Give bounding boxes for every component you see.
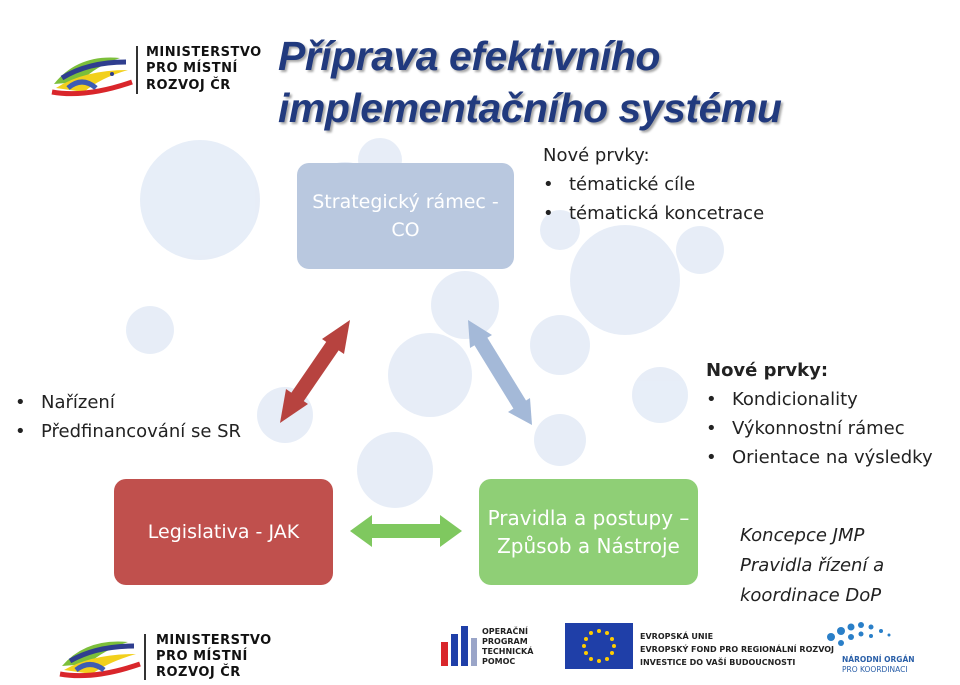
new-features-top-heading: Nové prvky: — [543, 145, 650, 166]
new-features-right-heading: Nové prvky: — [706, 360, 829, 381]
nok-line-1: NÁRODNÍ ORGÁN — [842, 655, 915, 664]
eu-line-3: INVESTICE DO VAŠÍ BUDOUCNOSTI — [640, 658, 796, 667]
rules-label: Pravidla a postupy – Způsob a Nástroje — [487, 506, 690, 558]
logo-line-3: ROZVOJ ČR — [146, 77, 231, 93]
new-features-top — [543, 141, 764, 228]
eu-line-1: EVROPSKÁ UNIE — [640, 632, 714, 641]
arrow-legislation-strategic — [280, 320, 350, 423]
list-item: • Kondicionality — [706, 385, 956, 414]
list-item: • Orientace na výsledky — [706, 443, 956, 472]
eu-flag-icon — [565, 623, 633, 669]
footer-mmr-text — [156, 633, 272, 681]
list-item: • tématická koncetrace — [543, 199, 764, 228]
optp-line-1: OPERAČNÍ — [482, 627, 529, 636]
arrow-strategic-rules — [468, 320, 532, 425]
footer-logo-divider — [144, 634, 146, 680]
nok-logo-dots-icon — [825, 619, 905, 653]
footer-mmr-line-1: MINISTERSTVO — [156, 633, 272, 648]
legislation-label: Legislativa - JAK — [147, 521, 300, 543]
regulations-list — [15, 388, 241, 446]
list-item: • Nařízení — [15, 388, 241, 417]
footer-mmr-line-2: PRO MÍSTNÍ — [156, 649, 248, 664]
arrow-legislation-rules — [350, 515, 462, 547]
logo-line-1: MINISTERSTVO — [146, 45, 262, 60]
strategic-framework-label: Strategický rámec - CO — [312, 191, 499, 241]
footer-mmr-line-3: ROZVOJ ČR — [156, 665, 241, 680]
footer-mmr-emblem — [56, 634, 146, 680]
optp-logo-icon — [439, 622, 479, 668]
optp-line-4: POMOC — [482, 657, 516, 666]
new-features-right — [706, 356, 956, 472]
optp-line-2: PROGRAM — [482, 637, 528, 646]
list-item: • Předfinancování se SR — [15, 417, 241, 446]
nok-text — [842, 655, 915, 675]
eu-line-2: EVROPSKÝ FOND PRO REGIONÁLNÍ ROZVOJ — [640, 645, 835, 654]
list-item: • Výkonnostní rámec — [706, 414, 956, 443]
logo-line-2: PRO MÍSTNÍ — [146, 61, 238, 77]
nok-line-2: PRO KOORDINACI — [842, 665, 908, 674]
concept-text: Koncepce JMP Pravidla řízení a koordinace DoP — [740, 525, 885, 606]
list-item: • tématické cíle — [543, 170, 764, 199]
eu-text — [640, 630, 834, 669]
page-title: Příprava efektivního implementačního systému — [278, 33, 782, 131]
optp-logo-text — [482, 627, 533, 667]
optp-line-3: TECHNICKÁ — [482, 647, 534, 656]
